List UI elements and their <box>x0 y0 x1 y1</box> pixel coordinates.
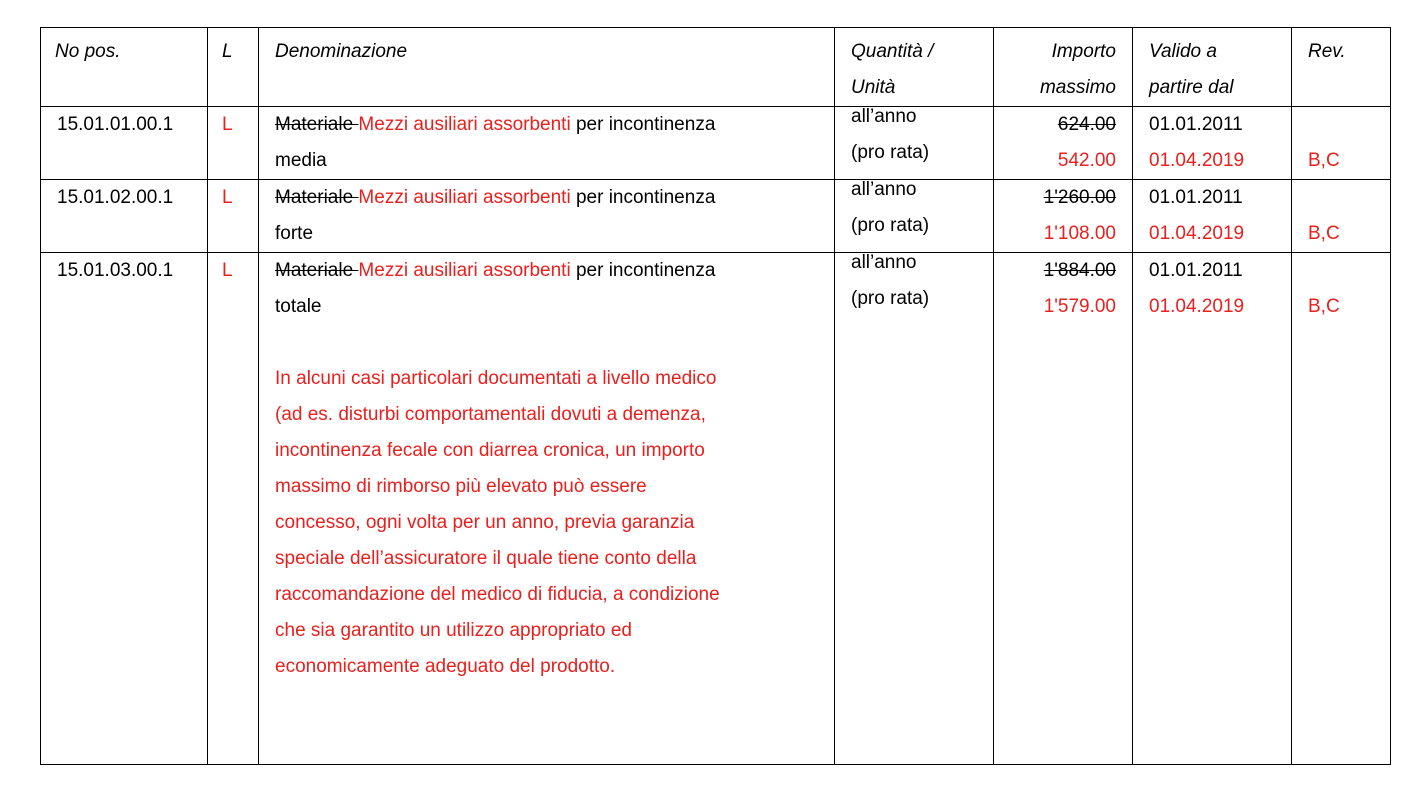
row-denominazione <box>259 107 835 180</box>
quantita-line1: all’anno <box>851 106 917 127</box>
new-amount: 542.00 <box>1057 150 1116 171</box>
denominazione-rest: per incontinenza <box>570 260 716 281</box>
old-amount: 1'884.00 <box>1043 260 1116 281</box>
note-line: economicamente adeguato del prodotto. <box>275 656 616 677</box>
quantita-line1: all’anno <box>851 252 917 273</box>
inserted-text: Mezzi ausiliari assorbenti <box>358 260 571 281</box>
row-quantita <box>835 180 994 253</box>
row-valido <box>1133 180 1292 253</box>
row-quantita <box>835 253 994 765</box>
header-importo-line2: massimo <box>1039 77 1116 98</box>
note-line: (ad es. disturbi comportamentali dovuti a demenza, <box>275 404 706 425</box>
new-date: 01.04.2019 <box>1149 150 1245 171</box>
new-date: 01.04.2019 <box>1149 223 1245 244</box>
denominazione-line2: forte <box>275 223 314 244</box>
rev-value: B,C <box>1308 296 1340 317</box>
note-line: che sia garantito un utilizzo appropriato ed <box>275 620 633 641</box>
table-row <box>41 253 1391 765</box>
row-importo <box>994 253 1133 765</box>
header-quantita-line1: Quantità / <box>851 41 934 62</box>
special-note <box>275 361 818 685</box>
quantita-line2: (pro rata) <box>851 142 930 163</box>
row-valido <box>1133 253 1292 765</box>
note-line: In alcuni casi particolari documentati a livello medico <box>275 368 717 389</box>
row-l-marker: L <box>208 180 259 253</box>
row-importo <box>994 107 1133 180</box>
old-date: 01.01.2011 <box>1149 260 1243 281</box>
row-denominazione <box>259 253 835 765</box>
row-l-marker: L <box>208 253 259 765</box>
table-row <box>41 107 1391 180</box>
header-no-pos: No pos. <box>41 28 208 107</box>
row-l-marker: L <box>208 107 259 180</box>
header-denominazione: Denominazione <box>259 28 835 107</box>
note-line: concesso, ogni volta per un anno, previa garanzia <box>275 512 695 533</box>
row-rev <box>1292 253 1391 765</box>
new-date: 01.04.2019 <box>1149 296 1245 317</box>
denominazione-rest: per incontinenza <box>570 187 716 208</box>
row-no-pos: 15.01.03.00.1 <box>41 253 208 765</box>
tariff-table <box>40 27 1391 765</box>
denominazione-line2: media <box>275 150 327 171</box>
row-rev <box>1292 107 1391 180</box>
rev-value: B,C <box>1308 150 1340 171</box>
row-no-pos: 15.01.02.00.1 <box>41 180 208 253</box>
old-amount: 624.00 <box>1057 114 1116 135</box>
header-valido-line2: partire dal <box>1149 77 1234 98</box>
old-date: 01.01.2011 <box>1149 187 1243 208</box>
new-amount: 1'579.00 <box>1043 296 1116 317</box>
row-denominazione <box>259 180 835 253</box>
header-quantita <box>835 28 994 107</box>
denominazione-line2: totale <box>275 296 322 317</box>
header-importo-line1: Importo <box>1051 41 1116 62</box>
note-line: speciale dell’assicuratore il quale tiene conto della <box>275 548 697 569</box>
deleted-text: Materiale <box>275 260 359 281</box>
note-line: raccomandazione del medico di fiducia, a condizione <box>275 584 720 605</box>
note-line: massimo di rimborso più elevato può essere <box>275 476 647 497</box>
header-l: L <box>208 28 259 107</box>
header-valido-line1: Valido a <box>1149 41 1217 62</box>
row-rev <box>1292 180 1391 253</box>
row-no-pos: 15.01.01.00.1 <box>41 107 208 180</box>
old-date: 01.01.2011 <box>1149 114 1243 135</box>
note-line: incontinenza fecale con diarrea cronica, un importo <box>275 440 705 461</box>
denominazione-rest: per incontinenza <box>570 114 716 135</box>
row-importo <box>994 180 1133 253</box>
old-amount: 1'260.00 <box>1043 187 1116 208</box>
deleted-text: Materiale <box>275 114 359 135</box>
header-valido <box>1133 28 1292 107</box>
header-rev: Rev. <box>1292 28 1391 107</box>
quantita-line1: all’anno <box>851 179 917 200</box>
header-importo <box>994 28 1133 107</box>
inserted-text: Mezzi ausiliari assorbenti <box>358 187 571 208</box>
header-quantita-line2: Unità <box>851 77 896 98</box>
quantita-line2: (pro rata) <box>851 215 930 236</box>
row-valido <box>1133 107 1292 180</box>
table-row <box>41 180 1391 253</box>
header-row <box>41 28 1391 107</box>
quantita-line2: (pro rata) <box>851 288 930 309</box>
new-amount: 1'108.00 <box>1043 223 1116 244</box>
deleted-text: Materiale <box>275 187 359 208</box>
rev-value: B,C <box>1308 223 1340 244</box>
inserted-text: Mezzi ausiliari assorbenti <box>358 114 571 135</box>
row-quantita <box>835 107 994 180</box>
